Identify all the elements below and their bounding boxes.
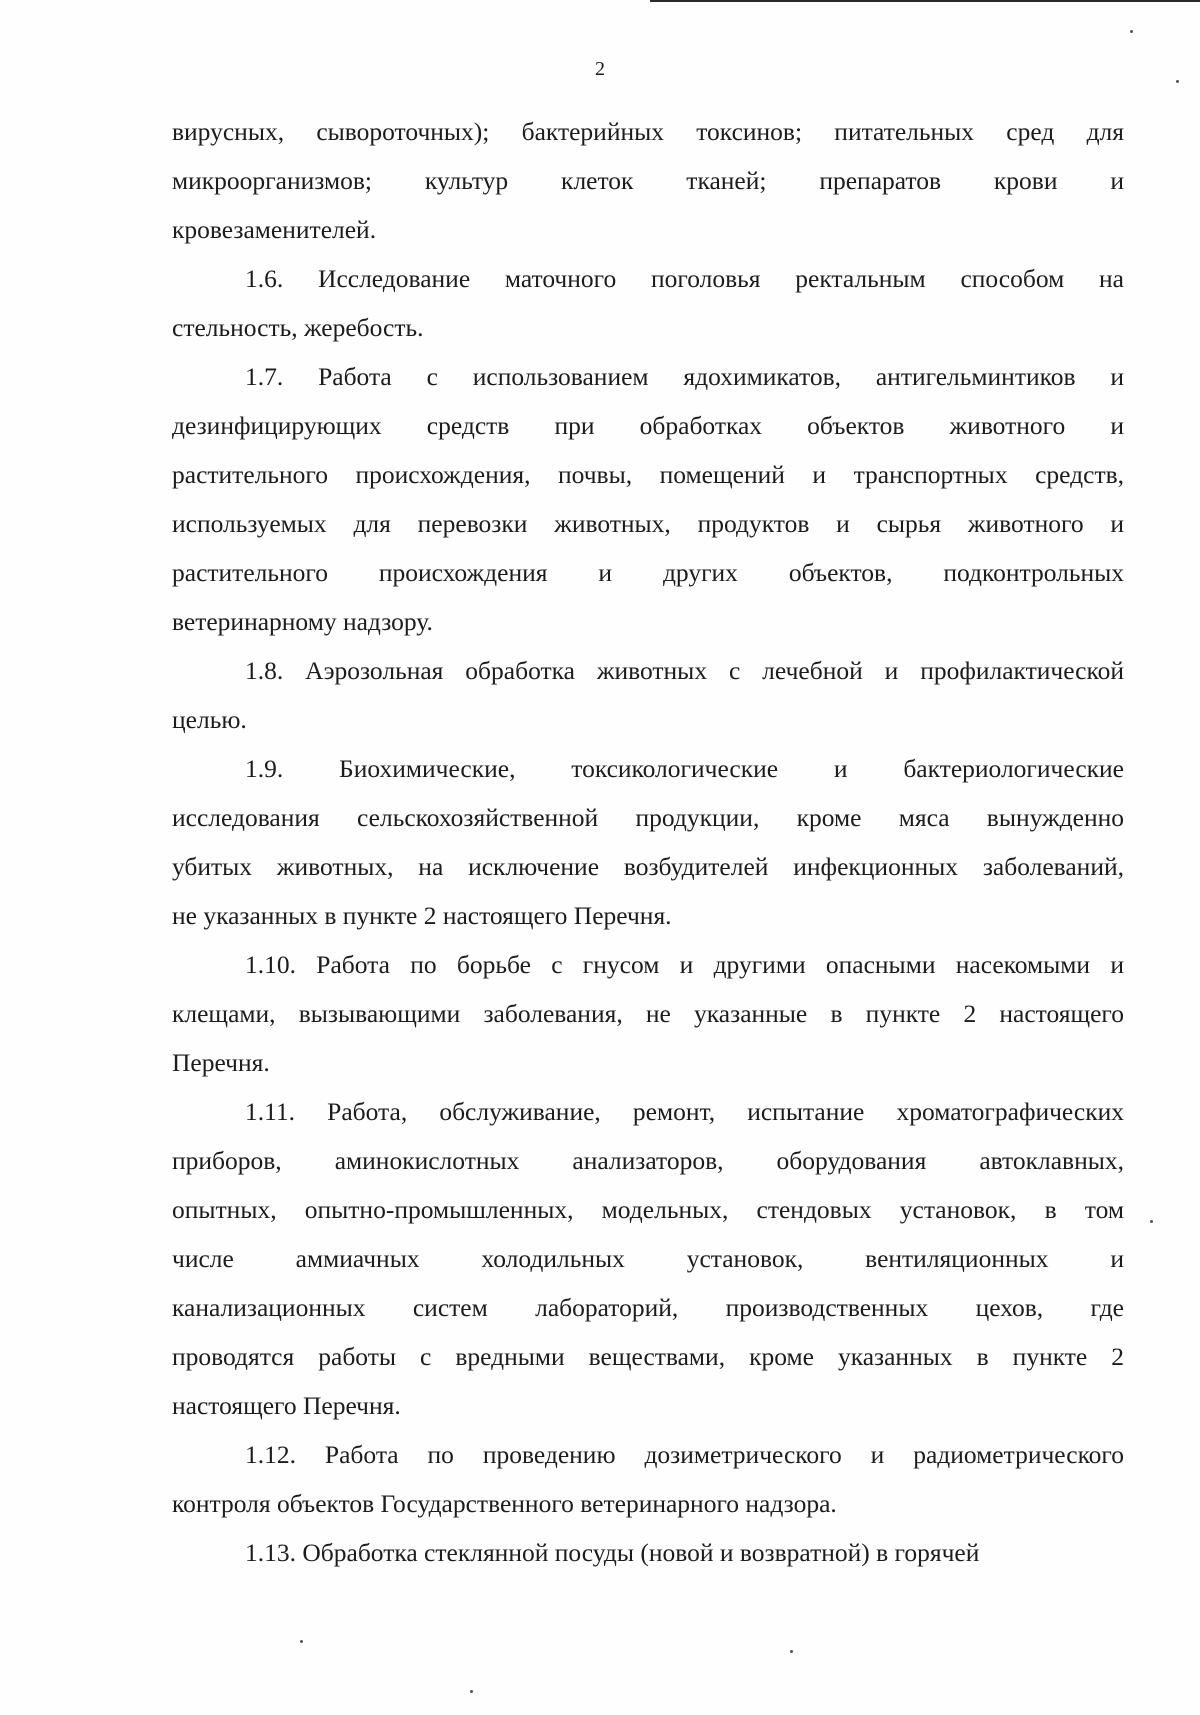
top-border-line: [650, 0, 1200, 2]
paragraph-1-7: [172, 352, 1124, 646]
text-line: приборов, аминокислотных анализаторов, оборудования автоклавных,: [172, 1146, 1124, 1175]
text-line: Перечня.: [172, 1048, 270, 1077]
text-line: кровезаменителей.: [172, 215, 377, 244]
scan-speck: [1176, 80, 1179, 83]
text-line: настоящего Перечня.: [172, 1391, 401, 1420]
text-line: стельность, жеребость.: [172, 313, 424, 342]
paragraph-1-11: [172, 1087, 1124, 1430]
text-line: канализационных систем лабораторий, производственных цехов, где: [172, 1293, 1124, 1322]
scan-speck: [1150, 1220, 1153, 1223]
text-line: убитых животных, на исключение возбудителей инфекционных заболеваний,: [172, 852, 1124, 881]
text-line: 1.8. Аэрозольная обработка животных с лечебной и профилактической: [245, 656, 1124, 685]
scan-speck: [300, 1640, 303, 1643]
text-line: не указанных в пункте 2 настоящего Перечня.: [172, 901, 672, 930]
text-line: 1.10. Работа по борьбе с гнусом и другими опасными насекомыми и: [245, 950, 1124, 979]
text-line: исследования сельскохозяйственной продукции, кроме мяса вынужденно: [172, 803, 1124, 832]
text-line: дезинфицирующих средств при обработках объектов животного и: [172, 411, 1124, 440]
text-line: контроля объектов Государственного ветеринарного надзора.: [172, 1489, 837, 1518]
text-line: используемых для перевозки животных, продуктов и сырья животного и: [172, 509, 1124, 538]
paragraph-1-10: [172, 940, 1124, 1087]
text-line: опытных, опытно-промышленных, модельных, стендовых установок, в том: [172, 1195, 1124, 1224]
text-line: растительного происхождения и других объектов, подконтрольных: [172, 558, 1124, 587]
text-line: ветеринарному надзору.: [172, 607, 433, 636]
text-line: растительного происхождения, почвы, помещений и транспортных средств,: [172, 460, 1124, 489]
text-line: 1.11. Работа, обслуживание, ремонт, испытание хроматографических: [245, 1097, 1124, 1126]
paragraph-1-12: [172, 1430, 1124, 1528]
text-line: проводятся работы с вредными веществами, кроме указанных в пункте 2: [172, 1342, 1124, 1371]
scan-speck: [790, 1650, 793, 1653]
text-line: 1.12. Работа по проведению дозиметрического и радиометрического: [245, 1440, 1124, 1469]
text-line: 1.13. Обработка стеклянной посуды (новой и возвратной) в горячей: [245, 1538, 980, 1567]
text-line: 1.6. Исследование маточного поголовья ректальным способом на: [245, 264, 1124, 293]
paragraph-1-6: [172, 254, 1124, 352]
text-line: клещами, вызывающими заболевания, не указанные в пункте 2 настоящего: [172, 999, 1124, 1028]
paragraph-1-9: [172, 744, 1124, 940]
text-line: вирусных, сывороточных); бактерийных токсинов; питательных сред для: [172, 117, 1124, 146]
text-line: числе аммиачных холодильных установок, вентиляционных и: [172, 1244, 1124, 1273]
paragraph-1-13: [172, 1528, 1124, 1577]
paragraph-1-8: [172, 646, 1124, 744]
page-number: 2: [595, 58, 605, 80]
text-line: микроорганизмов; культур клеток тканей; препаратов крови и: [172, 166, 1124, 195]
document-body: [172, 107, 1124, 1577]
text-line: целью.: [172, 705, 247, 734]
scan-speck: [1130, 30, 1133, 33]
scan-speck: [470, 1690, 473, 1693]
text-line: 1.9. Биохимические, токсикологические и бактериологические: [245, 754, 1124, 783]
text-line: 1.7. Работа с использованием ядохимикатов, антигельминтиков и: [245, 362, 1124, 391]
paragraph-cont: [172, 107, 1124, 254]
